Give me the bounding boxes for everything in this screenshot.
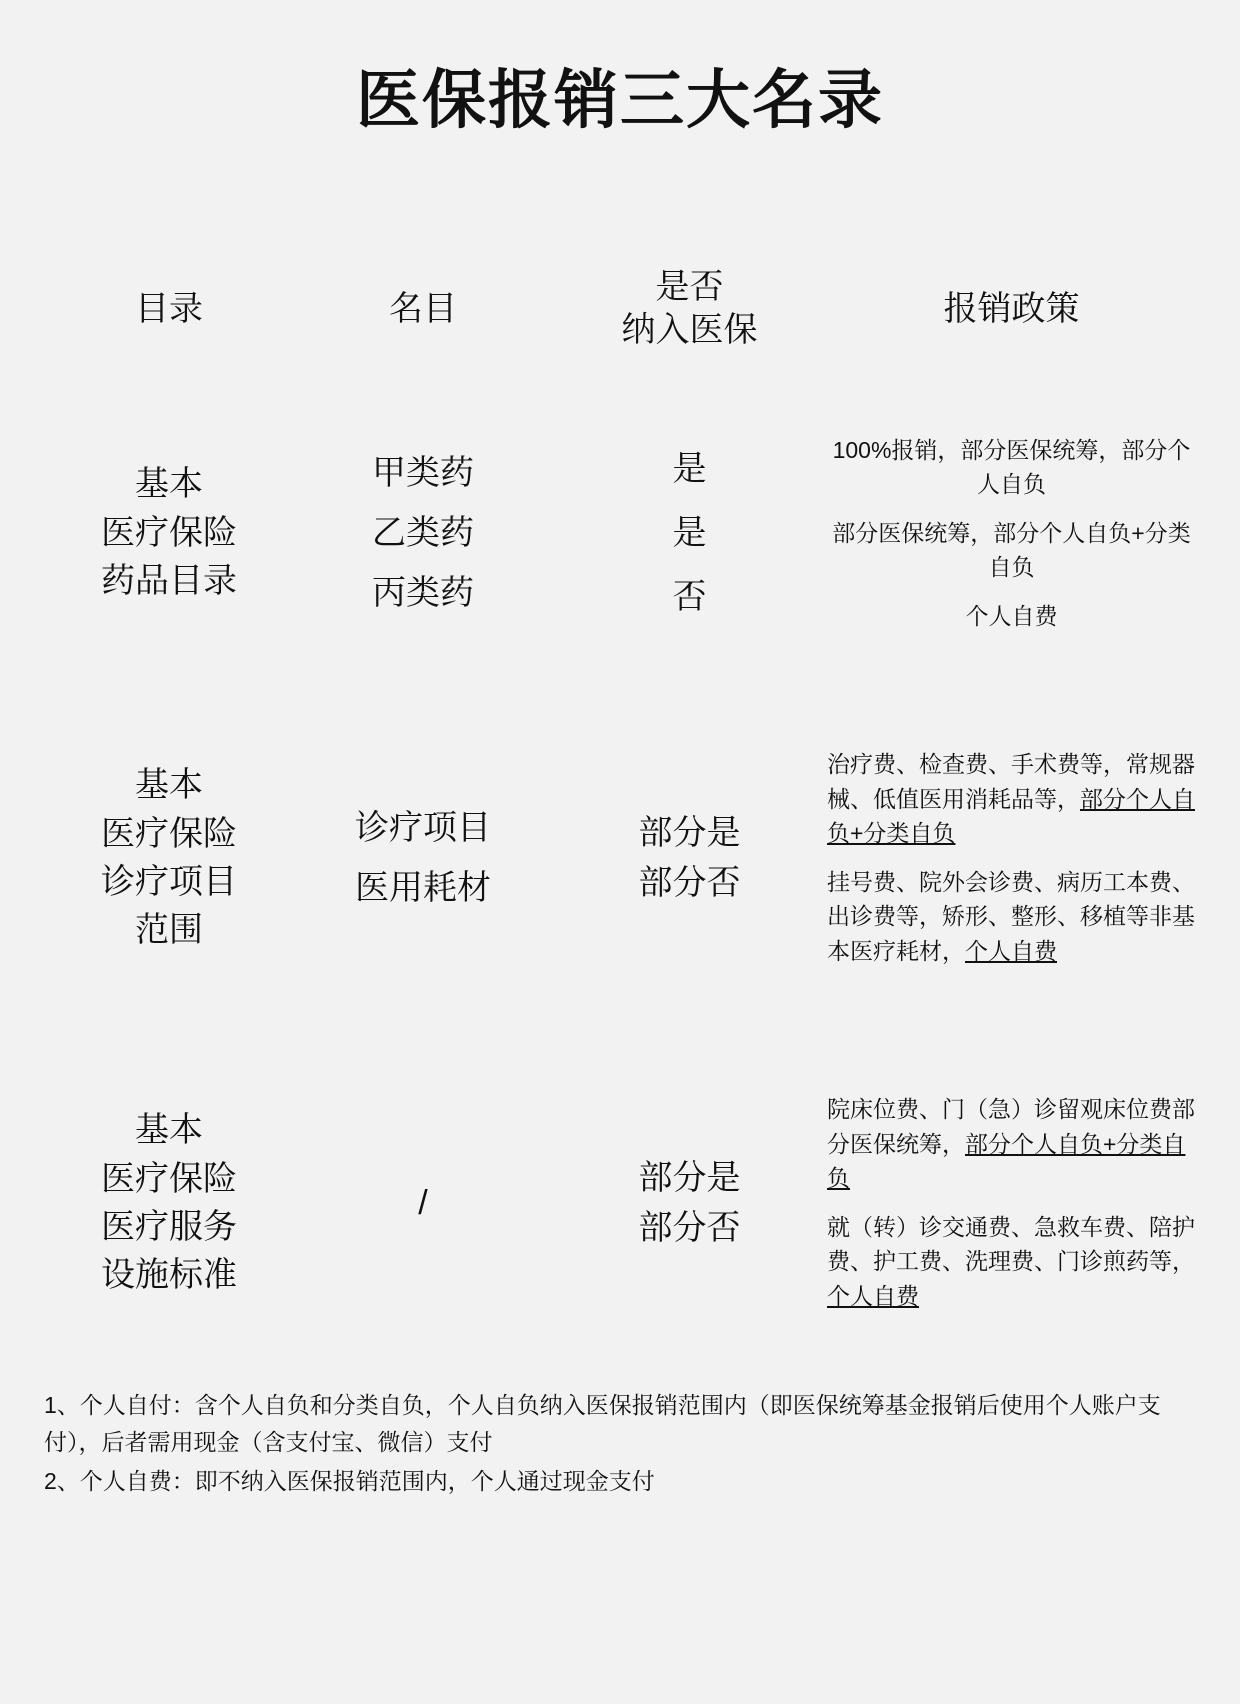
page-title: 医保报销三大名录 (356, 64, 884, 136)
row-category-drug-line1: 基本 (135, 465, 203, 504)
column-header-included-line2: 纳入医保 (621, 310, 758, 349)
column-header-included-line1: 是否 (655, 268, 724, 307)
policy-text-underlined: 个人自费 (827, 1282, 919, 1309)
row-category-diagnostic-line1: 基本 (135, 766, 203, 805)
list-item: 丙类药 (372, 573, 474, 612)
row-category-service-line2: 医疗保险 (101, 1159, 237, 1198)
status-badge: 部分是 (638, 1158, 741, 1197)
policy-text: 部分医保统筹，部分个人自负+分类自负 (832, 519, 1191, 581)
list-item: 乙类药 (372, 513, 474, 552)
row-category-service-line1: 基本 (135, 1111, 203, 1150)
status-badge: 部分否 (638, 1208, 741, 1247)
status-badge: 是 (672, 449, 707, 488)
policy-text-plain: 院床位费、门（急）诊留观床位费部分医保统筹， (827, 1096, 1195, 1157)
row-included-diagnostic (552, 683, 827, 1033)
status-badge: 否 (672, 577, 707, 616)
footnote-2: 2、个人自费：即不纳入医保报销范围内，个人通过现金支付 (44, 1468, 655, 1495)
status-badge: 是 (672, 513, 707, 552)
row-category-service (44, 1033, 294, 1373)
policy-text-plain: 治疗费、检查费、手术费等，常规器械、低值医用消耗品等， (827, 751, 1195, 812)
row-items-drug (294, 383, 552, 683)
column-header-catalog-label: 目录 (135, 289, 203, 328)
policy-text: 100%报销，部分医保统筹，部分个人自负 (832, 436, 1191, 498)
column-header-catalog (44, 235, 294, 383)
row-category-drug-line3: 药品目录 (101, 561, 237, 600)
row-category-service-line4: 设施标准 (101, 1256, 237, 1295)
policy-text (827, 1092, 1196, 1196)
column-header-item (294, 235, 552, 383)
footnotes (44, 1387, 1196, 1501)
policy-text-underlined: 部分个人自负+分类自负 (827, 1130, 1186, 1192)
row-policy-drug (827, 383, 1196, 683)
row-category-drug-line2: 医疗保险 (101, 513, 237, 552)
reimbursement-table (44, 235, 1196, 1373)
row-policy-diagnostic (827, 683, 1196, 1033)
row-category-drug (44, 383, 294, 683)
table-row-diagnostic-scope (44, 683, 1196, 1033)
row-policy-service (827, 1033, 1196, 1373)
column-header-item-label: 名目 (389, 289, 457, 328)
column-header-policy (827, 235, 1196, 383)
list-item: 诊疗项目 (355, 808, 491, 847)
row-category-diagnostic-line2: 医疗保险 (101, 814, 237, 853)
policy-text: 个人自费 (965, 602, 1058, 629)
list-item: 医用耗材 (355, 868, 491, 907)
row-included-drug (552, 383, 827, 683)
policy-text (827, 747, 1196, 851)
row-items-diagnostic (294, 683, 552, 1033)
policy-text-plain: 挂号费、院外会诊费、病历工本费、出诊费等，矫形、整形、移植等非基本医疗耗材， (827, 868, 1195, 964)
footnote-1: 1、个人自付：含个人自负和分类自负，个人自负纳入医保报销范围内（即医保统筹基金报销后使用个人账户支付），后者需用现金（含支付宝、微信）支付 (44, 1391, 1161, 1456)
document-page (0, 62, 1240, 1704)
row-category-service-line3: 医疗服务 (101, 1207, 237, 1246)
list-item: / (418, 1183, 428, 1222)
table-row-drug-catalog (44, 383, 1196, 683)
status-badge: 部分是 (638, 813, 741, 852)
row-category-diagnostic-line3: 诊疗项目 (101, 862, 237, 901)
row-included-service (552, 1033, 827, 1373)
table-header-row (44, 235, 1196, 383)
policy-text-underlined: 部分个人自负+分类自负 (827, 785, 1195, 847)
list-item: 甲类药 (372, 453, 474, 492)
column-header-policy-label: 报销政策 (943, 289, 1080, 328)
table-row-service-facility (44, 1033, 1196, 1373)
policy-text-plain: 就（转）诊交通费、急救车费、陪护费、护工费、洗理费、门诊煎药等， (827, 1213, 1195, 1275)
row-category-diagnostic-line4: 范围 (135, 911, 203, 950)
column-header-included (552, 235, 827, 383)
policy-text-underlined: 个人自费 (965, 937, 1057, 964)
policy-text (827, 1210, 1196, 1314)
status-badge: 部分否 (638, 863, 741, 902)
policy-text (827, 865, 1196, 969)
row-items-service (294, 1033, 552, 1373)
row-category-diagnostic (44, 683, 294, 1033)
